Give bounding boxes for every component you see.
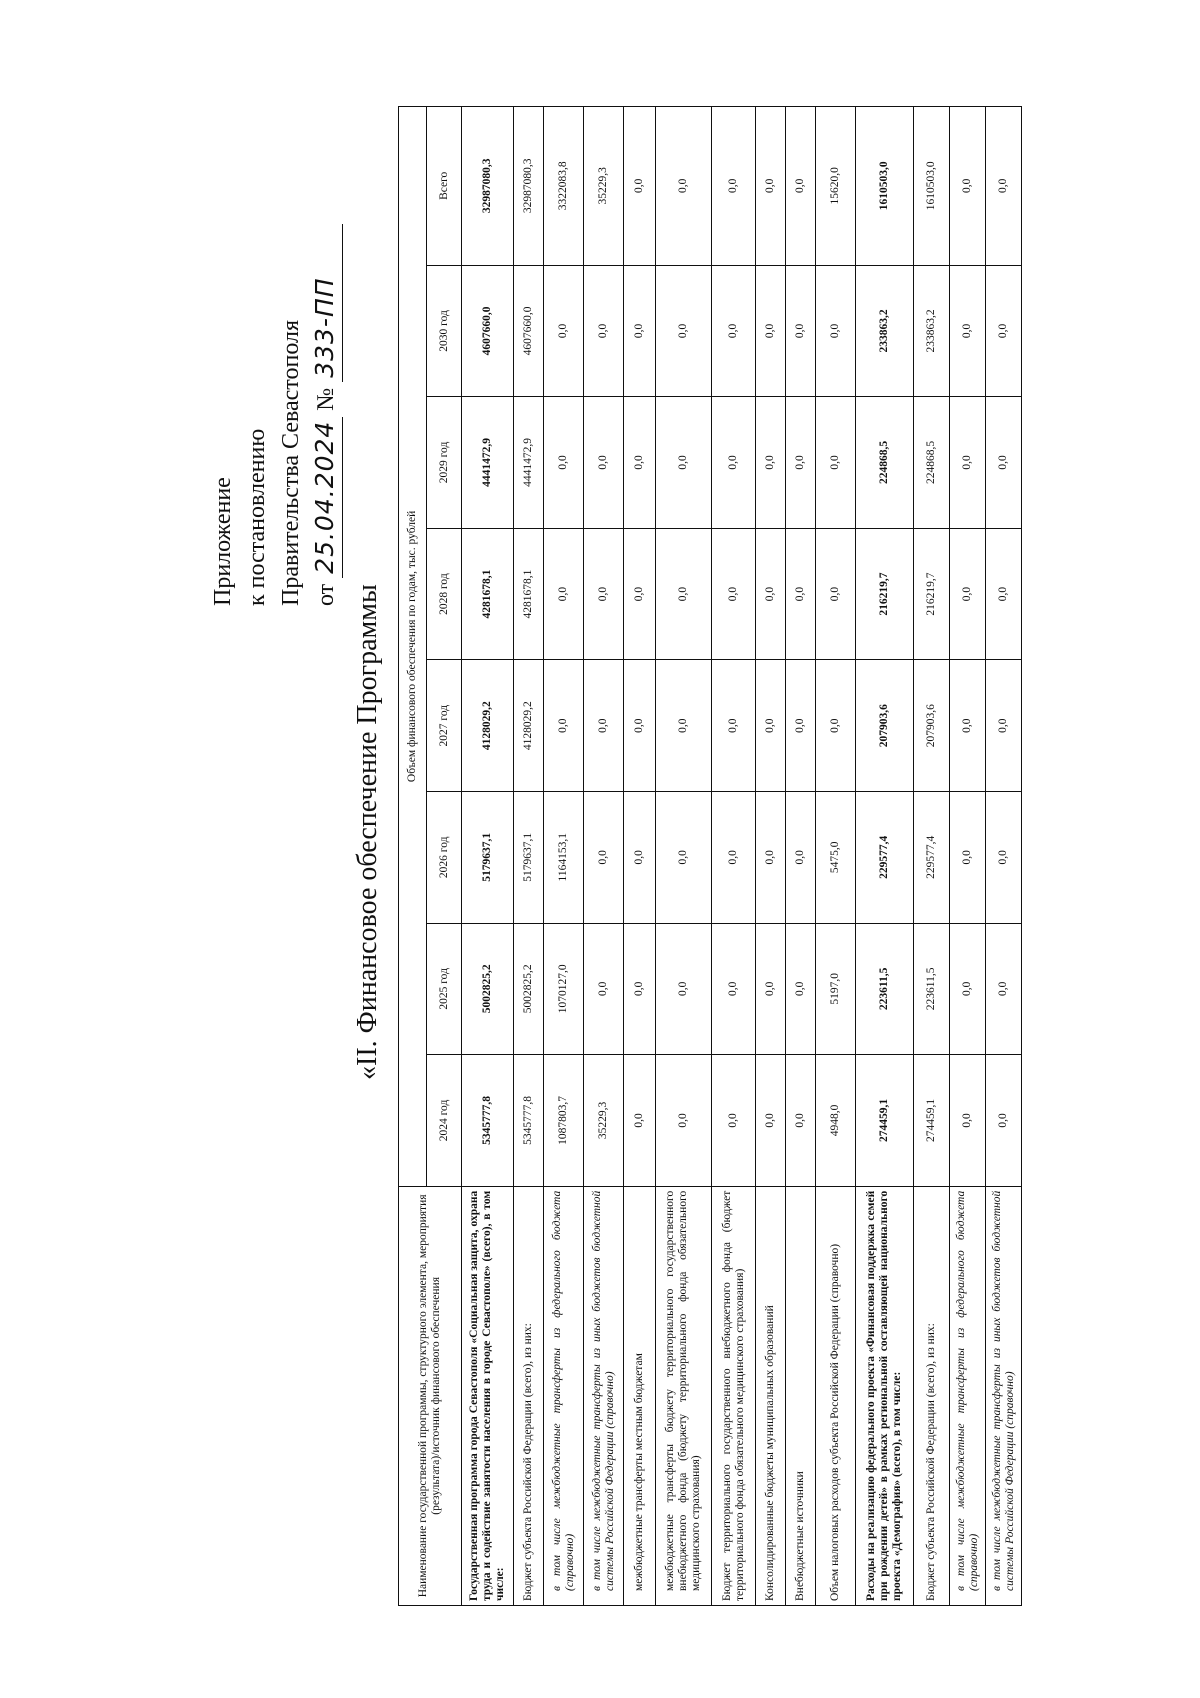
value-cell: 0,0 — [584, 660, 624, 792]
row-label: в том числе межбюджетные трансферты из иных бюджетов бюджетной системы Российской Федерации (справочно) — [986, 1186, 1022, 1605]
table-row — [584, 107, 624, 1606]
table-row — [712, 107, 756, 1606]
value-cell: 0,0 — [950, 923, 986, 1055]
value-cell: 4281678,1 — [462, 528, 514, 660]
table-row — [544, 107, 584, 1606]
value-cell: 216219,7 — [856, 528, 914, 660]
appendix-line-decree: к постановлению — [244, 428, 270, 606]
value-cell: 0,0 — [584, 265, 624, 397]
value-cell: 0,0 — [712, 660, 756, 792]
value-cell: 0,0 — [712, 397, 756, 529]
value-cell: 0,0 — [950, 1055, 986, 1187]
year-header: Всего — [427, 107, 462, 266]
value-cell: 1070127,0 — [544, 923, 584, 1055]
value-cell: 0,0 — [624, 265, 656, 397]
table-row — [986, 107, 1022, 1606]
value-cell: 0,0 — [786, 660, 816, 792]
row-label: в том числе межбюджетные трансферты из федерального бюджета (справочно) — [950, 1186, 986, 1605]
value-cell: 0,0 — [624, 528, 656, 660]
value-cell: 224868,5 — [914, 397, 950, 529]
value-cell: 0,0 — [950, 528, 986, 660]
year-header: 2026 год — [427, 791, 462, 923]
value-cell: 274459,1 — [856, 1055, 914, 1187]
value-cell: 5179637,1 — [514, 791, 544, 923]
value-cell: 0,0 — [756, 107, 786, 266]
value-cell: 233863,2 — [856, 265, 914, 397]
value-cell: 4948,0 — [816, 1055, 856, 1187]
value-cell: 229577,4 — [856, 791, 914, 923]
row-label: Государственная программа города Севастополя «Социальная защита, охрана труда и содействие занятости населения в городе Севастополе» (всего), в том числе: — [462, 1186, 514, 1605]
row-label: межбюджетные трансферты местным бюджетам — [624, 1186, 656, 1605]
year-header: 2028 год — [427, 528, 462, 660]
value-cell: 0,0 — [584, 397, 624, 529]
value-cell: 0,0 — [986, 528, 1022, 660]
year-header: 2029 год — [427, 397, 462, 529]
appendix-block — [206, 224, 343, 606]
appendix-title: Приложение — [210, 477, 236, 606]
value-cell: 0,0 — [712, 1055, 756, 1187]
table-wrapper — [398, 106, 1022, 1606]
value-cell: 5475,0 — [816, 791, 856, 923]
value-cell: 0,0 — [656, 528, 712, 660]
row-label: Объем налоговых расходов субъекта Российской Федерации (справочно) — [816, 1186, 856, 1605]
value-cell: 0,0 — [986, 1055, 1022, 1187]
value-cell: 0,0 — [656, 397, 712, 529]
date-prefix: от — [313, 583, 339, 606]
value-cell: 0,0 — [816, 660, 856, 792]
value-cell: 32987080,3 — [514, 107, 544, 266]
value-cell: 0,0 — [950, 397, 986, 529]
value-cell: 0,0 — [816, 265, 856, 397]
row-label: Консолидированные бюджеты муниципальных образований — [756, 1186, 786, 1605]
value-cell: 0,0 — [656, 1055, 712, 1187]
row-label: Бюджет территориального государственного внебюджетного фонда (бюджет территориального фонда обязательного медицинского страхования) — [712, 1186, 756, 1605]
table-row — [756, 107, 786, 1606]
value-cell: 0,0 — [656, 265, 712, 397]
header-volume: Объем финансового обеспечения по годам, тыс. рублей — [399, 107, 427, 1187]
value-cell: 0,0 — [712, 791, 756, 923]
value-cell: 0,0 — [624, 923, 656, 1055]
value-cell: 0,0 — [950, 107, 986, 266]
value-cell: 0,0 — [624, 791, 656, 923]
value-cell: 4128029,2 — [514, 660, 544, 792]
value-cell: 0,0 — [816, 528, 856, 660]
value-cell: 0,0 — [986, 107, 1022, 266]
section-heading: «II. Финансовое обеспечение Программы — [352, 584, 383, 1080]
number-sign: № — [313, 387, 339, 411]
value-cell: 274459,1 — [914, 1055, 950, 1187]
value-cell: 0,0 — [624, 107, 656, 266]
value-cell: 0,0 — [786, 265, 816, 397]
value-cell: 1610503,0 — [856, 107, 914, 266]
value-cell: 0,0 — [544, 397, 584, 529]
row-label: Бюджет субъекта Российской Федерации (всего), из них: — [914, 1186, 950, 1605]
value-cell: 35229,3 — [584, 107, 624, 266]
value-cell: 0,0 — [624, 1055, 656, 1187]
value-cell: 0,0 — [712, 923, 756, 1055]
value-cell: 0,0 — [544, 265, 584, 397]
value-cell: 4441472,9 — [462, 397, 514, 529]
value-cell: 0,0 — [656, 923, 712, 1055]
value-cell: 15620,0 — [816, 107, 856, 266]
value-cell: 0,0 — [786, 528, 816, 660]
table-row — [950, 107, 986, 1606]
value-cell: 0,0 — [656, 791, 712, 923]
value-cell: 0,0 — [986, 397, 1022, 529]
value-cell: 229577,4 — [914, 791, 950, 923]
value-cell: 0,0 — [756, 397, 786, 529]
value-cell: 4607660,0 — [514, 265, 544, 397]
value-cell: 223611,5 — [914, 923, 950, 1055]
decree-date: 25.04.2024 — [308, 417, 343, 578]
value-cell: 4441472,9 — [514, 397, 544, 529]
value-cell: 5002825,2 — [514, 923, 544, 1055]
row-label: Внебюджетные источники — [786, 1186, 816, 1605]
value-cell: 0,0 — [712, 528, 756, 660]
appendix-date-line — [308, 224, 343, 606]
value-cell: 0,0 — [712, 265, 756, 397]
value-cell: 0,0 — [950, 265, 986, 397]
value-cell: 0,0 — [986, 791, 1022, 923]
value-cell: 4607660,0 — [462, 265, 514, 397]
value-cell: 223611,5 — [856, 923, 914, 1055]
year-header: 2030 год — [427, 265, 462, 397]
value-cell: 1164153,1 — [544, 791, 584, 923]
value-cell: 216219,7 — [914, 528, 950, 660]
value-cell: 0,0 — [950, 660, 986, 792]
table-row — [914, 107, 950, 1606]
value-cell: 0,0 — [756, 1055, 786, 1187]
value-cell: 1087803,7 — [544, 1055, 584, 1187]
table-row — [514, 107, 544, 1606]
value-cell: 0,0 — [816, 397, 856, 529]
year-header: 2027 год — [427, 660, 462, 792]
value-cell: 0,0 — [624, 397, 656, 529]
value-cell: 0,0 — [786, 107, 816, 266]
value-cell: 0,0 — [544, 660, 584, 792]
row-label: Расходы на реализацию федерального проекта «Финансовая поддержка семей при рождении детей» в рамках региональной составляющей национального проекта «Демография» (всего), в том числе: — [856, 1186, 914, 1605]
value-cell: 0,0 — [950, 791, 986, 923]
header-row-top — [399, 107, 427, 1606]
table-row — [462, 107, 514, 1606]
value-cell: 224868,5 — [856, 397, 914, 529]
decree-number: 333-ПП — [308, 224, 343, 382]
table-row — [786, 107, 816, 1606]
value-cell: 0,0 — [656, 107, 712, 266]
value-cell: 0,0 — [584, 791, 624, 923]
value-cell: 5197,0 — [816, 923, 856, 1055]
table-body — [462, 107, 1022, 1606]
value-cell: 0,0 — [712, 107, 756, 266]
value-cell: 35229,3 — [584, 1055, 624, 1187]
year-header: 2024 год — [427, 1055, 462, 1187]
value-cell: 0,0 — [756, 791, 786, 923]
value-cell: 0,0 — [544, 528, 584, 660]
row-label: межбюджетные трансферты бюджету территориального государственного внебюджетного фонда (бюджету территориального фонда обязательного медицинского страхования) — [656, 1186, 712, 1605]
value-cell: 5345777,8 — [514, 1055, 544, 1187]
value-cell: 0,0 — [624, 660, 656, 792]
value-cell: 233863,2 — [914, 265, 950, 397]
table-row — [656, 107, 712, 1606]
value-cell: 0,0 — [786, 1055, 816, 1187]
value-cell: 3322083,8 — [544, 107, 584, 266]
value-cell: 5345777,8 — [462, 1055, 514, 1187]
value-cell: 0,0 — [756, 528, 786, 660]
value-cell: 5002825,2 — [462, 923, 514, 1055]
value-cell: 0,0 — [584, 923, 624, 1055]
value-cell: 0,0 — [986, 923, 1022, 1055]
row-label: Бюджет субъекта Российской Федерации (всего), из них: — [514, 1186, 544, 1605]
table-row — [624, 107, 656, 1606]
value-cell: 0,0 — [986, 660, 1022, 792]
value-cell: 0,0 — [756, 660, 786, 792]
value-cell: 0,0 — [756, 923, 786, 1055]
table-row — [856, 107, 914, 1606]
value-cell: 207903,6 — [856, 660, 914, 792]
value-cell: 5179637,1 — [462, 791, 514, 923]
value-cell: 0,0 — [786, 397, 816, 529]
value-cell: 4281678,1 — [514, 528, 544, 660]
header-name: Наименование государственной программы, структурного элемента, мероприятия (результата)/источник финансового обеспечения — [399, 1186, 462, 1605]
table-row — [816, 107, 856, 1606]
value-cell: 0,0 — [786, 923, 816, 1055]
year-header: 2025 год — [427, 923, 462, 1055]
value-cell: 0,0 — [656, 660, 712, 792]
value-cell: 0,0 — [986, 265, 1022, 397]
value-cell: 4128029,2 — [462, 660, 514, 792]
value-cell: 0,0 — [786, 791, 816, 923]
row-label: в том числе межбюджетные трансферты из федерального бюджета (справочно) — [544, 1186, 584, 1605]
value-cell: 0,0 — [584, 528, 624, 660]
value-cell: 1610503,0 — [914, 107, 950, 266]
value-cell: 207903,6 — [914, 660, 950, 792]
row-label: в том числе межбюджетные трансферты из иных бюджетов бюджетной системы Российской Федерации (справочно) — [584, 1186, 624, 1605]
value-cell: 32987080,3 — [462, 107, 514, 266]
value-cell: 0,0 — [756, 265, 786, 397]
financial-table — [398, 106, 1022, 1606]
appendix-line-government: Правительства Севастополя — [278, 319, 304, 606]
